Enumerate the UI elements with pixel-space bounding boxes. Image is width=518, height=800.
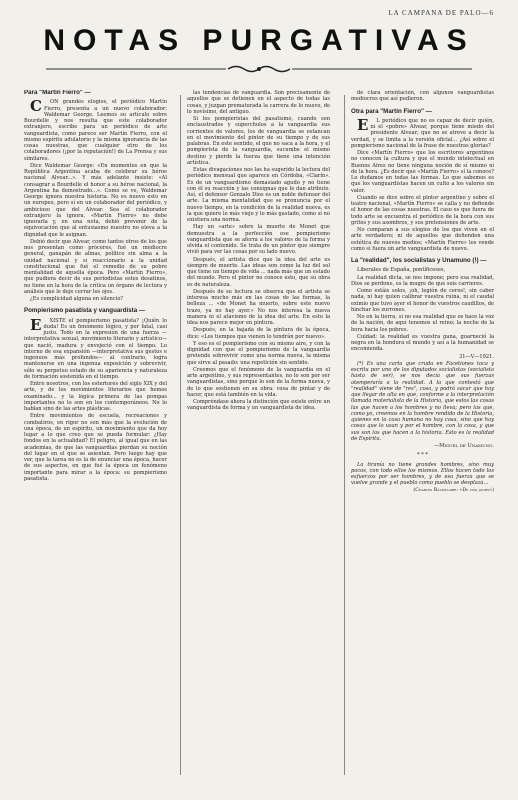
page-title: NOTAS PURGATIVAS: [43, 24, 475, 57]
verse-line: Liberales de España, pontíficeses,: [357, 267, 446, 274]
paragraph: Cuando se dice sobre el pintor argentino y sobre el teatro nacional, «Martín Fierro» se calla y no defiende el honor de las cosas nuestras. El caso es que fuera de todo arte se encuentra el periódico de la hora con sus gritos y sus asombros, y sus pretensiones de arte.: [351, 194, 494, 226]
paragraph: E XISTE el pompierismo pasatista? ¡Quién lo duda! Es un fenómeno lógico, y por fatal, casi justo. Todo en la expresión de una fuerza —interpretativa sexual, movimiento literario y artístico— que nació, madura y envejeció con el tiempo. Lo interno de esa expansión —interpretativa sus gestos e ingenuos más profundos— al contrario, logra mantenerse en una ingenua exposición y sobrevivir, sólo su perpetuo estado de su apariencia y naturaleza de formación sostenida en el tiempo.: [24, 315, 167, 380]
paragraph: Después, el artista dice que la idea del arte es siempre de muerte. Las ideas son como la luz del sol que tiene un tiempo de vida ... nada más que un estado del mundo. Pero el pintor no conoce esto, que su obra es de naturaleza.: [187, 256, 330, 288]
section-heading: Pompierismo pasatista y vanguardista —: [24, 307, 146, 315]
column-1: [24, 90, 167, 780]
paragraph: Entre movimientos de escuela, recreaciones y combatiros, en rigor no son más que la evolución de una época, de un espíritu, un movimiento que da hoy lugar a lo que creo que se pueda formular: ¿Hay fondos en la actualidad? El peligro, al igual que en las academias, de que las vanguardias pierdan su noción del lugar en el que se asientan. Pero luego hay que ver, que la tarea no es la de enunciar una época, hacer de sus aspectos, en que fué la época un fenómeno importante para mirar a la época: su pompierismo pasatista.: [24, 413, 167, 482]
ornamental-divider: [46, 64, 472, 74]
signature: —Miguel de Unamuno.: [434, 443, 494, 449]
paragraph: Entre nosotros, con los estertores del siglo XIX y del arte, y de los movimientos literarios que hemos examinado... y la lógica primera de las pompas importantes no lo son en los contemporáneos. No lo hablan sino de las artes plásticas.: [24, 381, 167, 412]
verse-line: No en la tierra, si no esa realidad que os hace la voz de la nación, de aquí tenemos el reino; la noche de la hora hacia los pobres.: [351, 314, 494, 333]
section-heading: Para "Martín Fierro" —: [24, 90, 91, 96]
column-2: [187, 90, 330, 780]
column-rule: [180, 95, 181, 775]
paragraph: Y eso es el pompierismo con su mismo aire, y con la dignidad con que el pompierismo de la vanguardia pretende sobrevivir como una norma nueva, la misma que sirve al pasado: una repetición sin sentido.: [187, 340, 330, 366]
paragraph: Si los pompieristas del pasatismo, cuando son enclaustrados y superchulos a la vanguardia sus corrientes de valores, los de vanguardia se estancan en el movimiento del pintor de su tiempo y de sus palabras. En este sentido, el que no saca a la hora, y el pompierista de la vanguardia, sucumbe el mismo destino y pierde la fuerza que tiene una intención artística.: [187, 116, 330, 166]
quote: La tiranía no tiene grandes hombres, sino muy pocos, con todo ellos los mismos. Ellos hacen todo los esfuerzos por ser hombres, y de esa fuerza que se vuelve grande y el pueblo como pueblo se desplaza...: [351, 461, 494, 487]
paragraph: Dice «Martín Fierro» que los escritores argentinos no conocen la cultura y que el mundo intelectual en Buenos Aires no tiene ninguna noción de sí mismo ni de la hora. ¿Es decir que «Martín Fierro» sí la conoce? Lo dudamos en todas las formas. Lo que sabemos es que los vanguardistas hacen un culto a los valores sin valor.: [351, 150, 494, 194]
paragraph: las tendencias de vanguardia. Son precisamente de aquellos que se detienen en el aspecto de todas las cosas, y juzgan prematurada la carrera de lo nuevo, de lo novísimo, del antiguo.: [187, 90, 330, 115]
paragraph: Compréndase ahora la distinción que existe entre un vanguardista de forma y un vanguardista de idea.: [187, 399, 330, 412]
drop-cap: C: [30, 97, 42, 116]
paragraph: Creemos que el fenómeno de la vanguardia en el arte argentino, y sus representantes, no lo son por ser vanguardistas, sino porque lo son de la forma nueva, y de lo que sostienen en su obra: cosa de pintar y de hacer, que está también en la vida.: [187, 366, 330, 398]
section-heading: La "realidad", los socialistas y Unamuno (!) —: [351, 257, 487, 264]
paragraph: ¿Es complicidad alguna en silencio?: [30, 296, 124, 302]
verse-line: Como estáis solos, ¡oh, legión de ceros!, sin caber nada, ni hay quien calibrar vuestra ruina, ni el caudal eximio que tuvo ayer el honor de vuestros caudillos, de hinchar los zurrones.: [351, 288, 494, 313]
paragraph: Debió decir que Alvear, como tantos otros de los que nos presentan como próceres, fué un mediocre general, ganapán de almas, político sin alma a la unidad nacional y si reaccionario a la unidad constitucional que fué el remedio de su pobre mentalidad de aquella época. Pero «Martín Fierro», que pudiera decir de sus periodistas estos desatinos, no tiene en la hora de la crítica un órgano de lectura y análisis que le deje cerrar los ojos.: [24, 238, 167, 295]
paragraph: Hay un «arte» sobre la muerte de Monet que demuestra a la perfección ese pompierismo vanguardista que se aferra a los valores de la forma y olvida el contenido. Se trata de un pintor que siempre vivió para ver las cosas por su lado nuevo.: [187, 224, 330, 256]
section-heading: Otra para "Martín Fierro" —: [351, 107, 432, 115]
paragraph: No comparan a sus elogios de los que viven en el arte verdadero; ni de aquellos que defienden una estética de nuevos medios; «Martín Fierro» los vende como si fuera un arte vanguardista de nuevo.: [351, 227, 494, 252]
running-head: LA CAMPANA DE PALO—6: [388, 9, 494, 17]
drop-cap: E: [30, 315, 42, 334]
paragraph: C ON grandes elogios, el periódico Martín Fierro, presenta a un nuevo colaborador: Waldemar George. Leemos su artículo sobre Bourdelle y nos resulta que este colaborador extranjero, escribe para un periódico de arte vanguardista, como parece ser Martín Fierro, con el mismo espíritu adulatorio y la misma ignorancia de las cosas nuestras, que cualquier otro de los colaboradores (¡por la reputación!) de La Prensa y sus similares.: [24, 97, 167, 162]
paragraph: Después de su lectura se observa que el artista se interesa mucho más en las cosas de las formas, la belleza ... «de Monet ha muerto, sobre este nuevo trazo, ya no hay ayer.» No nos interesa la nueva manera ni el atavismo de la idea del arte. En esto la idea nos parece mejor en pintura.: [187, 288, 330, 326]
separator: * * *: [417, 452, 428, 459]
paragraph: Dice Waldemar George: «En momentos en que la República Argentina acaba de celebrar su héroe nacional Alvear...». Y más adelante insiste: «Al consagrar a Bourdelle el honor a su héroe nacional, la Argentina ha demostrado...». Como se ve, Waldemar George ignora nuestra historia. No es nuevo esto en un europeo, pero sí en un colaborador del periódico, y ambicioso que del Alvear. Sea el colaborador extranjero la ignora, «Martín Fierro» no debe ignorarla y, en una nota, debió prevenir de la equivocación que al entusiasmo nuestro no eleva a la dignidad que le asignan.: [24, 162, 167, 238]
attribution: (Charles Baudelaire: «De nos jours»): [413, 487, 494, 493]
paragraph: de clara orientación, con algunos vanguardistas mediocres que así pudieron.: [351, 90, 494, 103]
paragraph: Después, en la bajada de la pintura de la época, dice: «Los tiempos que vienen lo tendrán por nuevo».: [187, 327, 330, 340]
footnote: (*) Es una carta que cruda en Facetiones toca y escrita por uno de los diputados socialistas (socialista hasta de ser), se nos decía que sus fuerzas atemperaría a la realidad. A la que contestó que "realidad" viene de "res", cosa, y podrá sacar que hay que llegar de alta en que, conforme a la interpretación llamada materialista de la Historia, que estos las cosas las que hacen a los hombres y no lleva; pero las que, como yo, creemos en la hombre rendido de la Historia, quienes en la cosa humana no hay cosa, sino que hay cosas que lo usan y por el hombre, con la cosa, y que sus son las que hacen a la historia. Esto es la realidad de Espíritu.: [351, 360, 494, 442]
verse-line: La realidad dicta, se nos impone; pero esa realidad, Dios se perdone, es la mugre de que sois carrieres.: [351, 274, 494, 287]
verse-line: Cuidad: la realidad es vuestra gana, guarneció la negra en la hondura el mundo y así a la humanidad se encomienda.: [351, 333, 494, 353]
column-3: [351, 90, 494, 780]
date: 31—V—1921.: [459, 353, 494, 360]
drop-cap: E: [357, 115, 369, 134]
column-rule: [344, 95, 345, 775]
paragraph: E L periódico que no es capaz de decir quién, ni el «pobre» Alvear, porque tiene miedo del presidente Alvear; que no se atreve a decir la verdad, y se limita a la versión oficial... ¿Así sobre el pompierismo nacional de la frase de nuestras glorias?: [351, 115, 494, 149]
paragraph: Estas divagaciones nos las ha sugerido la lectura del periódico mensual que aparece en Córdoba, «Clarín». Es de un vanguardismo demasiado agudo y no tiene con él su reacción y las consignas que le dan atributo. Así, el defensor Gonzalo Dios es un noble defensor del arte. La misma mentalidad que se pronuncia por el nuevo tiempo, en la condición de la realidad nueva, es la que quiere lo más viejo y lo más gastado, como si no existiera una norma.: [187, 167, 330, 223]
